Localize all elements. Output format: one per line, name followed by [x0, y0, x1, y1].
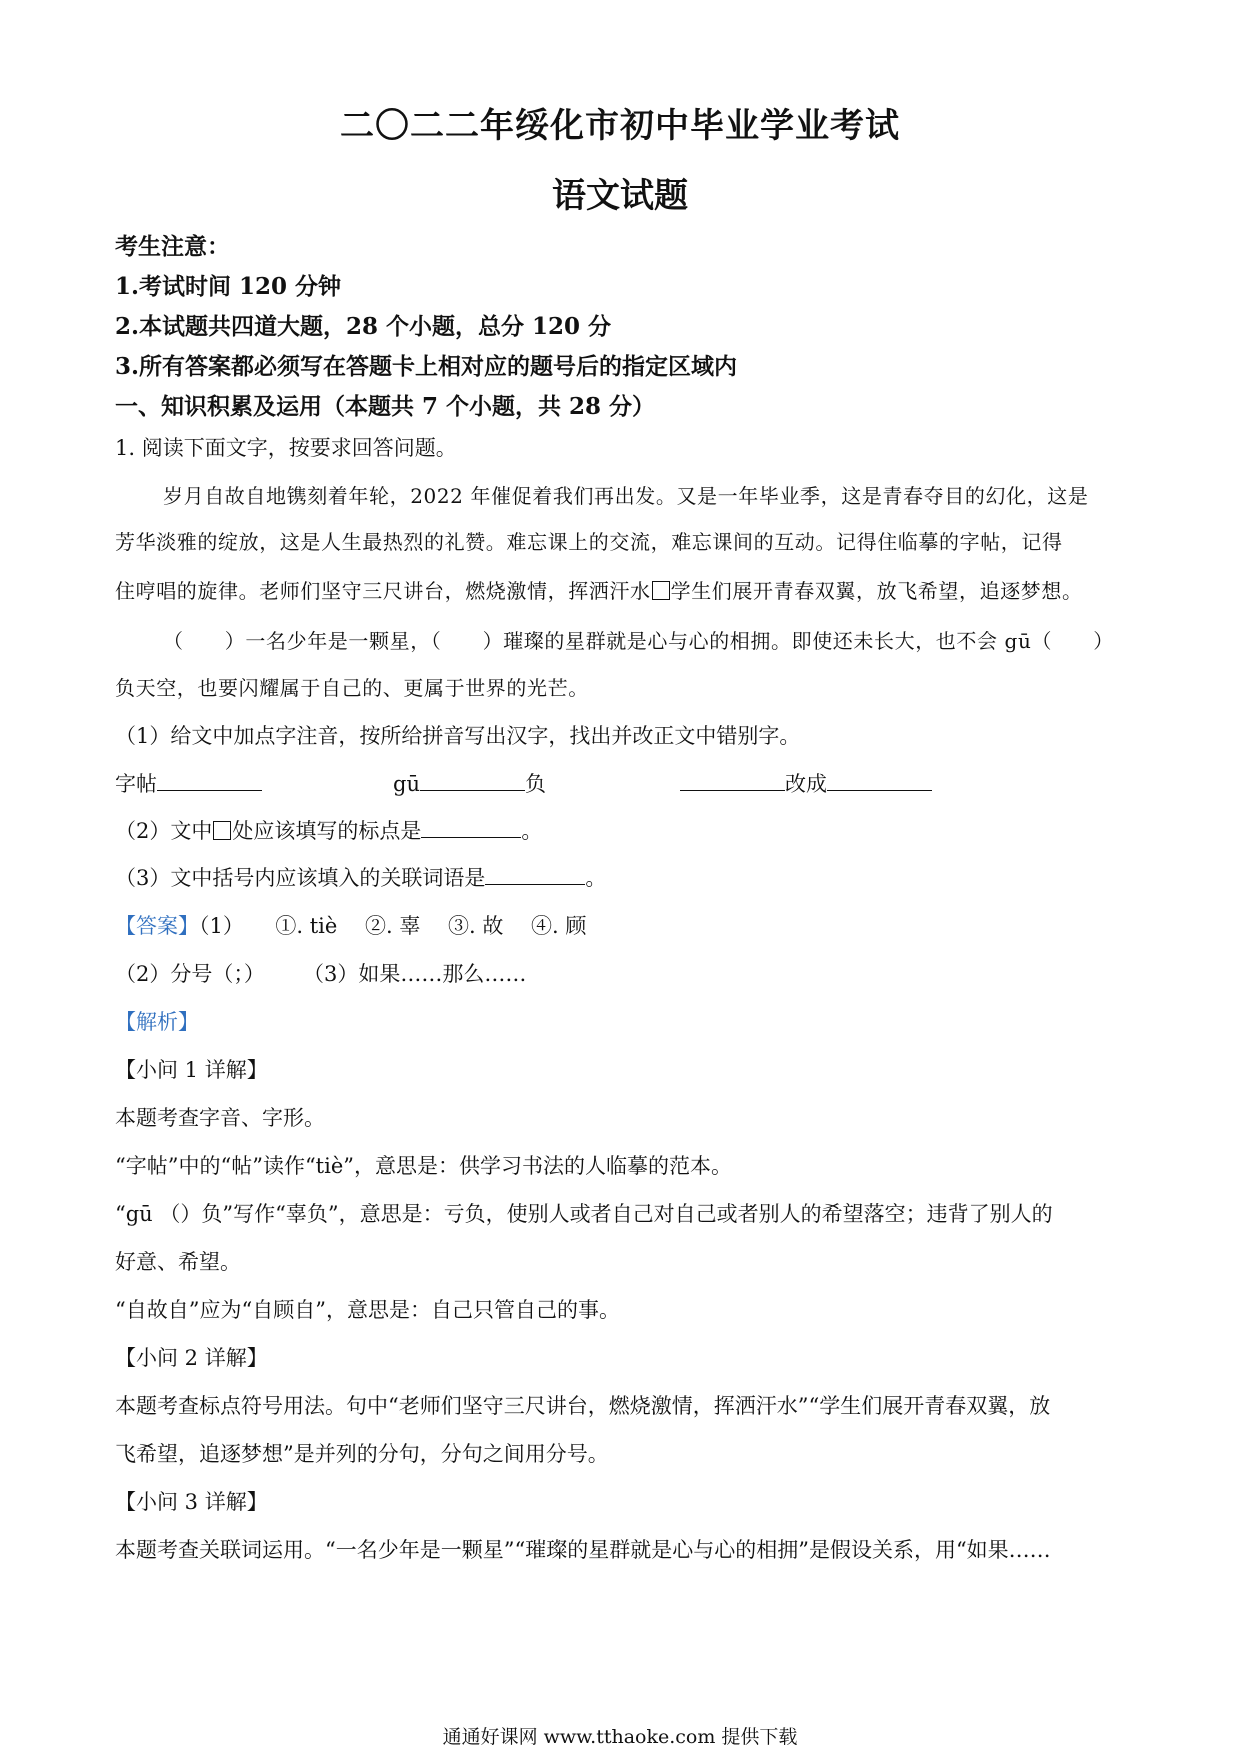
passage-text: 住哼唱的旋律。老师们坚守三尺讲台，燃烧激情，挥洒汗水 [115, 579, 651, 603]
fill-label: gū [393, 772, 420, 796]
sub-question: （2）文中 处应该填写的标点是 。 [115, 819, 543, 843]
passage-line: 岁月自故自地镌刻着年轮，2022 年催促着我们再出发。又是一年毕业季，这是青春夺目的幻化，这是 [163, 484, 1089, 508]
analysis-text: 本题考查标点符号用法。句中“老师们坚守三尺讲台，燃烧激情，挥洒汗水”“学生们展开青春双翼，放 [115, 1394, 1051, 1418]
analysis-text: 好意、希望。 [115, 1250, 241, 1274]
fill-label: 字帖 [115, 772, 157, 796]
subquestion-label: 【小问 2 详解】 [115, 1346, 268, 1370]
fill-row [680, 768, 932, 798]
section-heading: 一、知识积累及运用（本题共 7 个小题，共 28 分） [115, 393, 656, 420]
answer-blank [680, 772, 785, 791]
answer-label: 【答案】 [115, 914, 199, 938]
passage-line: 芳华淡雅的绽放，这是人生最热烈的礼赞。难忘课上的交流，难忘课间的互动。记得住临摹的字帖，记得 [115, 530, 1063, 554]
notice-heading: 考生注意： [115, 233, 230, 260]
analysis-text: “gū （）负”写作“辜负”，意思是：亏负，使别人或者自己对自己或者别人的希望落空；违背了别人的 [115, 1202, 1053, 1226]
analysis-text: 本题考查关联词运用。“一名少年是一颗星”“璀璨的星群就是心与心的相拥”是假设关系，用“如果…… [115, 1538, 1051, 1562]
fill-label: 负 [524, 772, 546, 796]
answer-blank [485, 866, 585, 885]
answer-blank [420, 772, 525, 791]
analysis-text: 本题考查字音、字形。 [115, 1106, 325, 1130]
answer-blank [827, 772, 932, 791]
passage-line: 负天空，也要闪耀属于自己的、更属于世界的光芒。 [115, 676, 589, 700]
analysis-text: “自故自”应为“自顾自”，意思是：自己只管自己的事。 [115, 1298, 620, 1322]
passage-text: 学生们展开青春双翼，放飞希望，追逐梦想。 [670, 579, 1083, 603]
answer-blank [157, 772, 262, 791]
fill-label: 改成 [785, 772, 827, 796]
footer-source: 通通好课网 www.tthaoke.com 提供下载 [442, 1726, 798, 1748]
notice-item: 3.所有答案都必须写在答题卡上相对应的题号后的指定区域内 [115, 353, 738, 380]
sub-question: （3）文中括号内应该填入的关联词语是 。 [115, 866, 607, 890]
fill-row [115, 768, 262, 798]
passage-line [115, 575, 1083, 604]
analysis-text: 飞希望，追逐梦想”是并列的分句，分句之间用分号。 [115, 1442, 609, 1466]
subquestion-label: 【小问 1 详解】 [115, 1058, 268, 1082]
answer-line: （2）分号（；） （3）如果……那么…… [115, 962, 527, 986]
exam-title: 二〇二二年绥化市初中毕业学业考试 [340, 106, 900, 146]
analysis-label: 【解析】 [115, 1010, 199, 1034]
notice-item: 1.考试时间 120 分钟 [115, 273, 342, 300]
exam-subtitle: 语文试题 [552, 176, 688, 216]
question-stem: 1. 阅读下面文字，按要求回答问题。 [115, 436, 457, 460]
answer-line: 【答案】（1） ①. tiè ②. 辜 ③. 故 ④. 顾 [115, 914, 587, 938]
answer-blank [421, 819, 521, 838]
passage-line: （ ）一名少年是一颗星，（ ）璀璨的星群就是心与心的相拥。即使还未长大，也不会 gū（ ） [163, 629, 1114, 653]
notice-item: 2.本试题共四道大题，28 个小题，总分 120 分 [115, 313, 612, 340]
blank-box [652, 581, 670, 600]
blank-box [213, 821, 231, 840]
sub-question: （1）给文中加点字注音，按所给拼音写出汉字，找出并改正文中错别字。 [115, 724, 801, 748]
subquestion-label: 【小问 3 详解】 [115, 1490, 268, 1514]
fill-row [393, 768, 546, 798]
analysis-text: “字帖”中的“帖”读作“tiè”，意思是：供学习书法的人临摹的范本。 [115, 1154, 732, 1178]
